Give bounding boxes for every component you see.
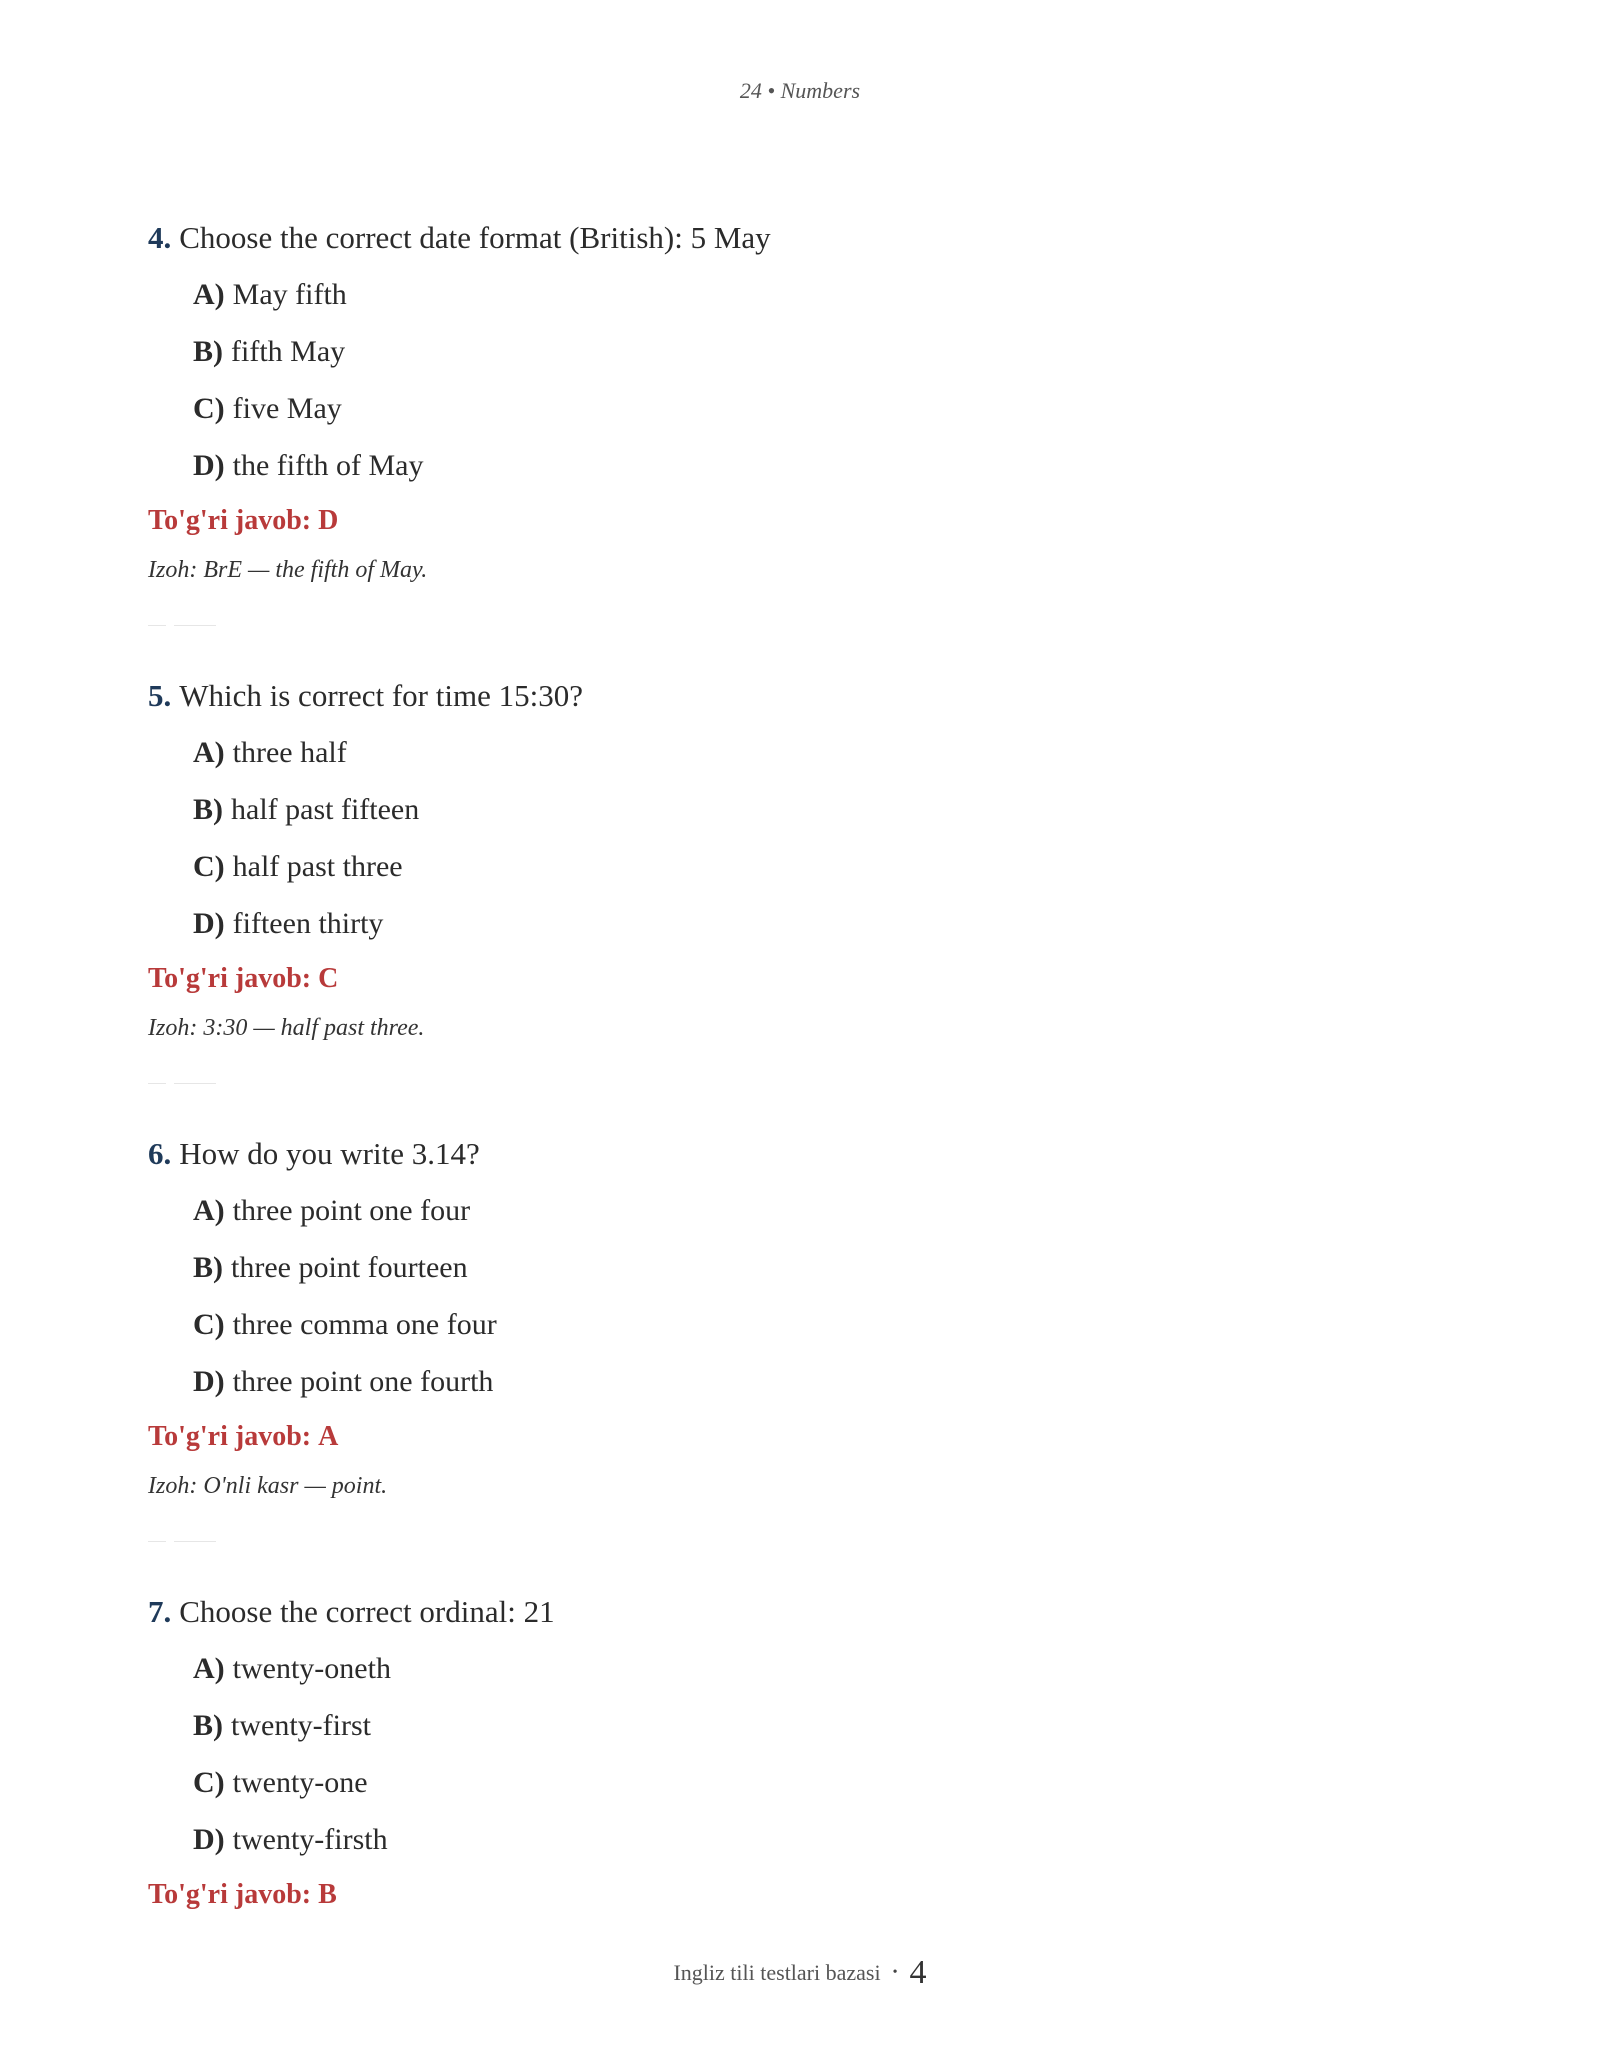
option-letter: A) — [193, 278, 225, 311]
option-a — [193, 733, 1448, 773]
option-list — [193, 1649, 1448, 1860]
option-letter: C) — [193, 1308, 225, 1341]
explanation-note: Izoh: BrE — the fifth of May. — [148, 557, 428, 583]
option-letter: C) — [193, 392, 225, 425]
option-text: twenty-oneth — [232, 1652, 391, 1685]
question-block — [148, 676, 1448, 1045]
question-block — [148, 1134, 1448, 1503]
explanation-note: Izoh: O'nli kasr — point. — [148, 1473, 388, 1499]
answer-label: To'g'ri javob: — [148, 963, 312, 994]
option-c — [193, 1763, 1448, 1803]
option-a — [193, 1191, 1448, 1231]
option-letter: B) — [193, 1709, 223, 1742]
question-text — [148, 1592, 1448, 1632]
question-prompt: How do you write 3.14? — [179, 1136, 480, 1171]
question-number: 5. — [148, 678, 172, 713]
option-letter: B) — [193, 793, 223, 826]
answer-label: To'g'ri javob: — [148, 1421, 312, 1452]
question-prompt: Which is correct for time 15:30? — [179, 678, 583, 713]
correct-answer — [148, 503, 1448, 539]
answer-value: C — [318, 963, 339, 994]
option-text: the fifth of May — [232, 449, 424, 482]
option-d — [193, 1820, 1448, 1860]
option-b — [193, 790, 1448, 830]
option-text: half past fifteen — [231, 793, 420, 826]
running-header: 24 • Numbers — [739, 78, 861, 103]
option-letter: D) — [193, 1365, 225, 1398]
option-letter: C) — [193, 850, 225, 883]
question-divider — [148, 1077, 1448, 1089]
option-d — [193, 1362, 1448, 1402]
question-number: 7. — [148, 1594, 172, 1629]
option-b — [193, 1706, 1448, 1746]
option-b — [193, 1248, 1448, 1288]
option-b — [193, 332, 1448, 372]
question-text — [148, 1134, 1448, 1174]
option-text: five May — [232, 392, 342, 425]
option-letter: C) — [193, 1766, 225, 1799]
question-block — [148, 1592, 1448, 1913]
option-letter: D) — [193, 907, 225, 940]
question-block — [148, 218, 1448, 587]
question-text — [148, 218, 1448, 258]
page-footer — [0, 1954, 1600, 1992]
answer-label: To'g'ri javob: — [148, 505, 312, 536]
option-text: half past three — [232, 850, 403, 883]
option-list — [193, 1191, 1448, 1402]
option-a — [193, 275, 1448, 315]
explanation-note: Izoh: 3:30 — half past three. — [148, 1015, 425, 1041]
option-c — [193, 1305, 1448, 1345]
option-c — [193, 847, 1448, 887]
option-text: May fifth — [232, 278, 347, 311]
option-text: three point fourteen — [231, 1251, 468, 1284]
option-d — [193, 904, 1448, 944]
option-text: fifteen thirty — [232, 907, 384, 940]
option-text: twenty-firsth — [232, 1823, 388, 1856]
answer-value: B — [318, 1879, 337, 1910]
option-letter: A) — [193, 1652, 225, 1685]
option-text: three half — [232, 736, 347, 769]
option-list — [193, 733, 1448, 944]
option-letter: B) — [193, 335, 223, 368]
option-letter: D) — [193, 449, 225, 482]
option-letter: D) — [193, 1823, 225, 1856]
question-prompt: Choose the correct ordinal: 21 — [179, 1594, 555, 1629]
option-text: three point one four — [232, 1194, 471, 1227]
correct-answer — [148, 1877, 1448, 1913]
footer-separator: • — [892, 1965, 898, 1980]
question-divider — [148, 619, 1448, 631]
correct-answer — [148, 1419, 1448, 1455]
question-number: 4. — [148, 220, 172, 255]
option-d — [193, 446, 1448, 486]
answer-value: A — [318, 1421, 339, 1452]
option-text: three point one fourth — [232, 1365, 494, 1398]
question-prompt: Choose the correct date format (British): 5 May — [179, 220, 771, 255]
option-c — [193, 389, 1448, 429]
option-letter: A) — [193, 736, 225, 769]
option-text: twenty-first — [231, 1709, 371, 1742]
page-number: 4 — [909, 1954, 927, 1991]
option-letter: A) — [193, 1194, 225, 1227]
correct-answer — [148, 961, 1448, 997]
answer-label: To'g'ri javob: — [148, 1879, 312, 1910]
option-text: three comma one four — [232, 1308, 497, 1341]
option-text: fifth May — [231, 335, 346, 368]
answer-value: D — [318, 505, 339, 536]
footer-book-title: Ingliz tili testlari bazasi — [673, 1960, 881, 1985]
question-number: 6. — [148, 1136, 172, 1171]
option-text: twenty-one — [232, 1766, 368, 1799]
option-a — [193, 1649, 1448, 1689]
question-divider — [148, 1535, 1448, 1547]
option-list — [193, 275, 1448, 486]
question-text — [148, 676, 1448, 716]
question-list — [148, 218, 1448, 1927]
option-letter: B) — [193, 1251, 223, 1284]
